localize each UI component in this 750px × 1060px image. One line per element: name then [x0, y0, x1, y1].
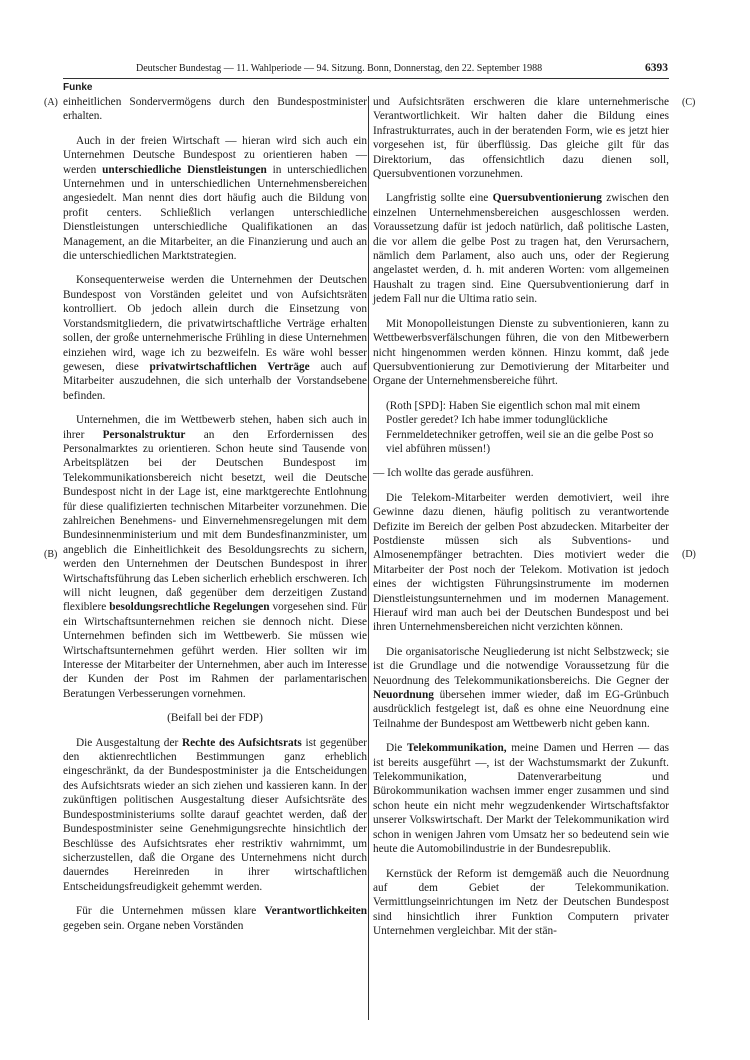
speaker-name: Funke — [63, 82, 93, 93]
emphasis: Personalstruktur — [102, 428, 186, 441]
paragraph: Mit Monopolleistungen Dienste zu subventionieren, kann zu Wettbewerbsverfälschungen führen, die von den Mitbewerbern nicht hingenommen werden können. Hinzu kommt, daß jede Quersubventionierung zur Demotivierung der Mitarbeiter und Organe der Unternehmensbereiche führt. — [373, 317, 669, 388]
emphasis: privatwirtschaftlichen Verträge — [149, 360, 310, 373]
paragraph: Die Telekommunikation, meine Damen und Herren — das ist bereits ausgeführt —, ist der Wachstumsmarkt der Zukunft. Telekommunikation, Datenverarbeitung und Bürokommunikation wachsen immer enger zusammen und sind schon heute ein nicht mehr wegzudenkender Wirtschaftsfaktor unserer Volkswirtschaft. Der Markt der Telekommunikation wird schon in wenigen Jahren vom Umsatz her so bedeutend sein wie heute die Automobilindustrie in der Bundesrepublik. — [373, 742, 669, 856]
paragraph: Langfristig sollte eine Quersubventionierung zwischen den einzelnen Unternehmensbereichen ausgeschlossen werden. Voraussetzung dafür ist jedoch natürlich, daß politische Lasten, die vor allem die gelbe Post zu tragen hat, den Verursachern, nämlich dem Parlament, also auch uns, oder der Regierung angelastet werden, d. h. mit anderen Worten: vom allgemeinen Haushalt zu tragen sind. Eine Quersubventionierung darf in jedem Fall nur die Ultima ratio sein. — [373, 192, 669, 306]
reply-line: — Ich wollte das gerade ausführen. — [373, 467, 534, 480]
left-column — [63, 95, 367, 943]
column-divider — [368, 96, 369, 1020]
emphasis: unterschiedliche Dienstleistungen — [102, 163, 267, 176]
emphasis: Neuordnung — [373, 689, 434, 702]
paragraph: Konsequenterweise werden die Unternehmen der Deutschen Bundespost von Vorständen geleitet und von Aufsichtsräten kontrolliert. Ob jedoch allein durch die Einsetzung von Vorstandsmitgliedern, die privatwirtschaftliche Verträge erhalten sollen, der große unternehmerische Frühling in diese Unternehmen einziehen wird, wage ich zu bezweifeln. Es wäre wohl besser gewesen, diese privatwirtschaftlichen Verträge auch auf Mitarbeiter auszudehnen, die sich unterhalb der Vorstandsebene befinden. — [63, 274, 367, 402]
page-number: 6393 — [645, 62, 668, 74]
paragraph: Kernstück der Reform ist demgemäß auch die Neuordnung auf dem Gebiet der Telekommunikation. Vermittlungseinrichtungen im Netz der Deutschen Bundespost sind hinsichtlich ihrer Funktion Computern privater Unternehmen vergleichbar. Mit der stän- — [373, 867, 669, 938]
paragraph: und Aufsichtsräten erschweren die klare unternehmerische Verantwortlichkeit. Wir halten daher die Bildung eines Infrastrukturrates, auch in der beratenden Form, wie es jetzt hier vorgesehen ist, für überflüssig. Das gleiche gilt für das Direktorium, das offensichtlich dazu dienen soll, Quersubventionen vorzunehmen. — [373, 96, 669, 181]
paragraph: Die Telekom-Mitarbeiter werden demotiviert, weil ihre Gewinne dazu dienen, häufig politisch zu verantwortende Defizite im Bereich der gelben Post abzudecken. Mitarbeiter der Postdienste müssen sich als Subventions- und Almosenempfänger betrachten. Dies motiviert weder die Mitarbeiter der Post noch der Telekom. Motivation ist jedoch eines der wichtigsten Führungsinstrumente im modernen Dienstleistungsunternehmen und im modernen Management. Hierauf wird man auch bei der Deutschen Bundespost und bei ihren Unternehmensbereichen nicht verzichten können. — [373, 491, 669, 634]
margin-mark-b: (B) — [44, 549, 58, 560]
margin-mark-c: (C) — [682, 97, 696, 108]
running-header — [136, 63, 668, 77]
interjection: (Roth [SPD]: Haben Sie eigentlich schon mal mit einem Postler geredet? Ich habe immer todunglückliche Fernmeldetechniker getroffen, weil sie an die gelbe Post so viel abführen müssen!) — [386, 399, 654, 455]
emphasis: Rechte des Aufsichtsrats — [181, 736, 302, 749]
running-title: Deutscher Bundestag — 11. Wahlperiode — 94. Sitzung. Bonn, Donnerstag, den 22. September 1988 — [136, 63, 543, 74]
margin-mark-a: (A) — [44, 97, 58, 108]
header-rule — [63, 78, 669, 79]
paragraph: Unternehmen, die im Wettbewerb stehen, haben sich auch in ihrer Personalstruktur an den Erfordernissen des Personalmarktes zu orientieren. Schon heute sind Tausende von Arbeitsplätzen bei der Deutschen Bundespost im Telekommunikationsbereich nicht besetzt, weil die Deutsche Bundespost nicht in der Lage ist, eine marktgerechte Entlohnung für diese qualifizierten technischen Mitarbeiter vorzunehmen. Die zahlreichen Benehmens- und Einvernehmensregelungen mit dem Bundesinnenministerium und mit dem Bundesfinanzminister, um angeblich die Einheitlichkeit des Besoldungsrechts zu sichern, werden den Unternehmen der Deutschen Bundespost in ihrer Wirtschaftsführung das Leben sicherlich erheblich erschweren. Ich will nicht leugnen, daß gegenüber dem derzeitigen Zustand flexiblere besoldungsrechtliche Regelungen vorgesehen sind. Für ein Wirtschaftsunternehmen reichen sie dennoch nicht. Diese Unternehmen befinden sich im Wettbewerb. Sie müssen wie Wirtschaftsunternehmen geführt werden. Hier sollten wir im Interesse der Mitarbeiter der Unternehmen, aber auch im Interesse der Kunden der Post im Rahmen der parlamentarischen Beratungen Verbesserungen vornehmen. — [63, 414, 368, 700]
emphasis: Telekommunikation, — [406, 742, 507, 755]
paragraph: Die organisatorische Neugliederung ist nicht Selbstzweck; sie ist die Grundlage und die notwendige Voraussetzung für die Neuordnung des Telekommunikationsbereichs. Die Gegner der Neuordnung übersehen immer wieder, daß im EG-Grünbuch ausdrücklich festgelegt ist, daß es ohne eine Neuordnung eine Teilnahme der Bundespost am Wettbewerb nicht geben kann. — [373, 645, 669, 730]
emphasis: Verantwortlichkeiten — [264, 905, 367, 918]
applause-note: (Beifall bei der FDP) — [167, 712, 263, 725]
paragraph: Für die Unternehmen müssen klare Verantwortlichkeiten gegeben sein. Organe neben Vorständen — [63, 905, 367, 932]
paragraph: Die Ausgestaltung der Rechte des Aufsichtsrats ist gegenüber den aktienrechtlichen Bestimmungen ganz erheblich eingeschränkt, da der Bundespostminister ja die Entscheidungen des Aufsichtsrats wieder an sich ziehen und kassieren kann. In der zukünftigen politischen Ausgestaltung dieser Aufsichtsräte des Bundespostministeriums sollte darauf geachtet werden, daß der Bundespostminister seine Genehmigungsrechte hinsichtlich der Beschlüsse des Aufsichtsrates eher restriktiv wahrnimmt, um sicherzustellen, daß die Organe des Unternehmens nicht durch dauerndes Hereinreden in ihrer wirtschaftlichen Entscheidungsfreudigkeit gehemmt werden. — [63, 736, 367, 893]
right-column — [373, 95, 669, 949]
emphasis: besoldungsrechtliche Regelungen — [109, 601, 270, 614]
emphasis: Quersubventionierung — [492, 192, 602, 205]
margin-mark-d: (D) — [682, 549, 696, 560]
paragraph: Auch in der freien Wirtschaft — hieran wird sich auch ein Unternehmen Deutsche Bundespost zu orientieren haben — werden unterschiedliche Dienstleistungen in unterschiedlichen Unternehmen und in unterschiedlichen Unternehmensbereichen angesiedelt. Man nennt dies dort häufig auch die Bildung von profit centers. Schließlich verlangen unterschiedliche Dienstleistungen unterschiedliche Qualifikationen an das Management, an die Mitarbeiter, an die Finanzierung und auch an die unterschiedlichen Marktstrategien. — [63, 134, 367, 263]
paragraph: einheitlichen Sondervermögens durch den Bundespostminister erhalten. — [63, 96, 367, 123]
